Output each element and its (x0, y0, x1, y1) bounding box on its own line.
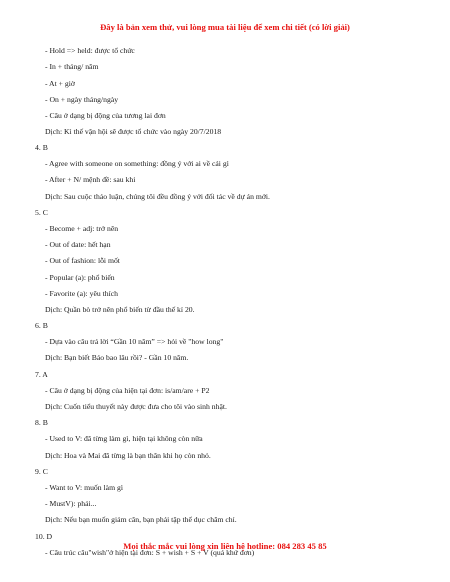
explanation-line: Dịch: Hoa và Mai đã từng là bạn thân khi họ còn nhỏ. (45, 451, 211, 460)
preview-notice-banner: Đây là bản xem thử, vui lòng mua tài liệu để xem chi tiết (có lời giải) (100, 22, 350, 32)
explanation-line: - Out of fashion: lỗi mốt (45, 256, 120, 265)
explanation-line: Dịch: Sau cuộc thảo luận, chúng tôi đều đồng ý với đối tác về dự án mới. (45, 192, 270, 201)
explanation-line: - Become + adj: trở nên (45, 224, 119, 233)
question-number: 10. D (35, 532, 53, 541)
explanation-line: Dịch: Cuốn tiểu thuyết này được đưa cho tôi vào sinh nhật. (45, 402, 227, 411)
explanation-line: - On + ngày tháng/ngày (45, 95, 119, 104)
explanation-line: - Dựa vào câu trả lời “Gần 10 năm” => hỏi về "how long" (45, 337, 224, 346)
explanation-line: - Out of date: hết hạn (45, 240, 111, 249)
question-number: 6. B (35, 321, 48, 330)
question-number: 9. C (35, 467, 48, 476)
hotline-footer: Mọi thắc mắc vui lòng xin liên hệ hotline: 084 283 45 85 (123, 541, 327, 551)
explanation-line: - MustV): phải... (45, 499, 97, 508)
explanation-line: Dịch: Quần bò trở nên phổ biến từ đầu thế kỉ 20. (45, 305, 195, 314)
explanation-line: - Used to V: đã từng làm gì, hiện tại không còn nữa (45, 434, 203, 443)
explanation-line: Dịch: Bạn biết Báo bao lâu rồi? - Gần 10 năm. (45, 353, 189, 362)
explanation-line: - Agree with someone on something: đồng ý với ai về cái gì (45, 159, 229, 168)
question-number: 8. B (35, 418, 48, 427)
explanation-line: - Want to V: muốn làm gì (45, 483, 123, 492)
explanation-line: - In + tháng/ năm (45, 62, 99, 71)
explanation-line: - Câu ở dạng bị động của hiện tại đơn: is/am/are + P2 (45, 386, 210, 395)
explanation-line: Dịch: Kì thế vận hội sẽ được tổ chức vào ngày 20/7/2018 (45, 127, 222, 136)
explanation-line: - Favorite (a): yêu thích (45, 289, 119, 298)
explanation-line: - After + N/ mệnh đề: sau khi (45, 175, 136, 184)
question-number: 7. A (35, 370, 48, 379)
question-number: 5. C (35, 208, 48, 217)
explanation-line: - Câu trúc câu"wish"ở hiện tại đơn: S + wish + S + V (quá khứ đơn) (45, 548, 255, 557)
question-number: 4. B (35, 143, 48, 152)
explanation-line: - At + giờ (45, 79, 75, 88)
explanation-line: Dịch: Nếu bạn muốn giảm cân, bạn phải tập thể dục chăm chỉ. (45, 515, 237, 524)
explanation-line: - Hold => held: được tổ chức (45, 46, 135, 55)
explanation-line: - Popular (a): phổ biến (45, 273, 115, 282)
explanation-line: - Câu ở dạng bị động của tương lai đơn (45, 111, 166, 120)
